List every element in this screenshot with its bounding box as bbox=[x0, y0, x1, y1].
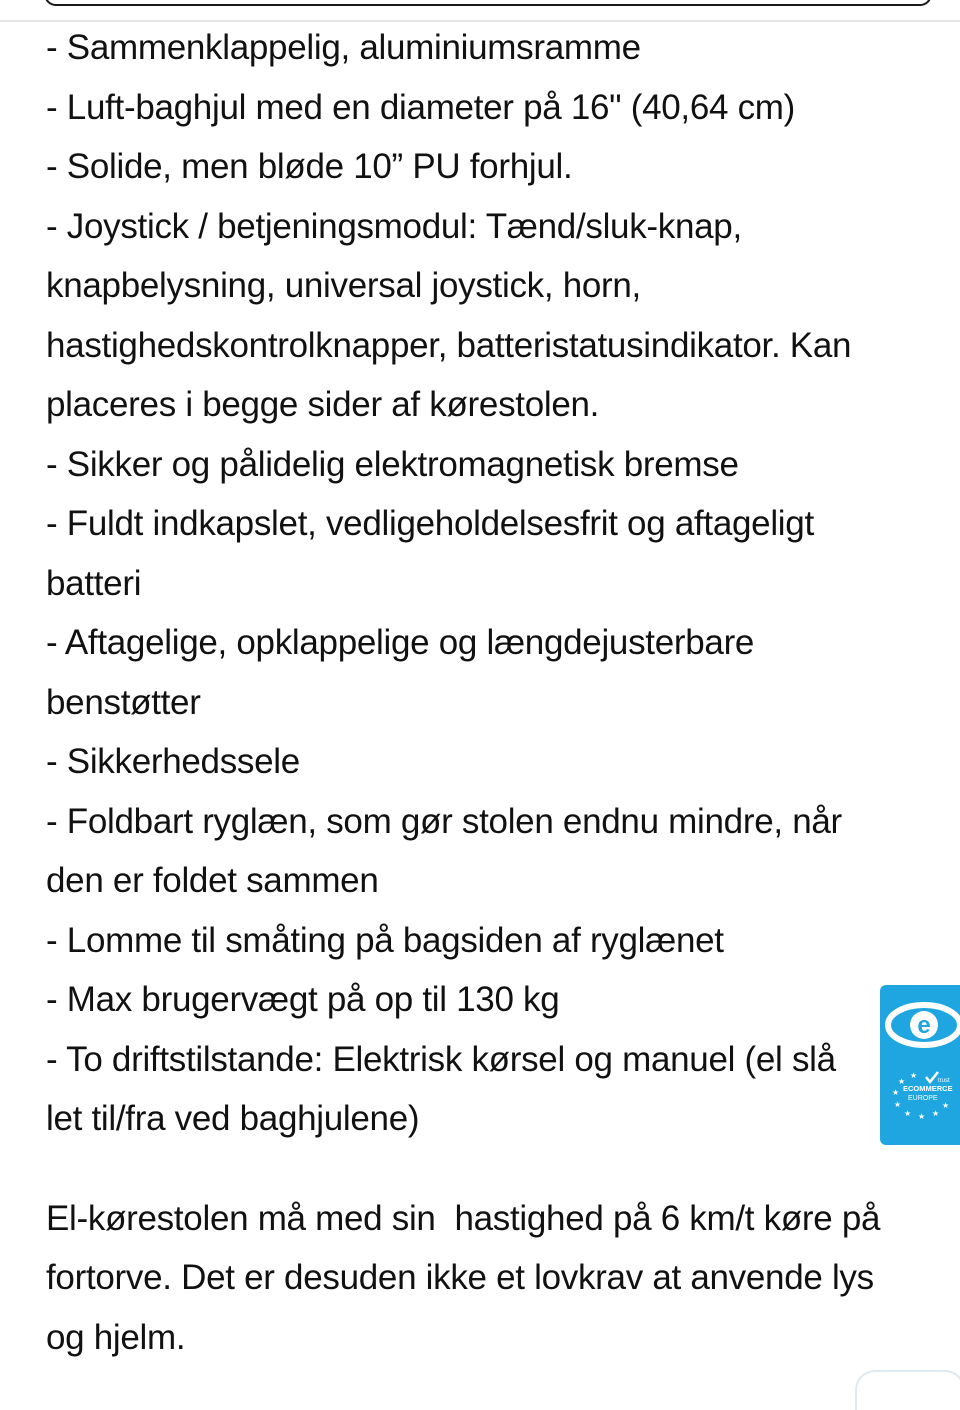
svg-text:★: ★ bbox=[942, 1101, 950, 1110]
feature-line: benstøtter bbox=[46, 682, 201, 722]
previous-card-edge bbox=[44, 0, 932, 6]
feature-line: placeres i begge sider af kørestolen. bbox=[46, 385, 600, 424]
svg-text:★: ★ bbox=[892, 1088, 900, 1097]
product-description bbox=[46, 18, 941, 1367]
feature-line: - Fuldt indkapslet, vedligeholdelsesfrit og aftageligt bbox=[46, 504, 814, 543]
feature-line: - Sikkerhedssele bbox=[46, 742, 300, 781]
feature-line: batteri bbox=[46, 563, 142, 603]
trust-badge[interactable] bbox=[880, 985, 960, 1145]
paragraph-line: fortorve. Det er desuden ikke et lovkrav at anvende lys bbox=[46, 1258, 874, 1297]
svg-text:★: ★ bbox=[910, 1071, 918, 1080]
feature-line: - Luft-baghjul med en diameter på 16" (40,64 cm) bbox=[46, 87, 795, 127]
paragraph-spacer bbox=[46, 1149, 941, 1189]
svg-text:★: ★ bbox=[898, 1077, 906, 1086]
svg-text:★: ★ bbox=[894, 1100, 902, 1109]
svg-text:e: e bbox=[917, 1012, 931, 1039]
badge-line1: ECOMMERCE bbox=[903, 1084, 953, 1093]
feature-line: knapbelysning, universal joystick, horn, bbox=[46, 266, 641, 305]
feature-line: let til/fra ved baghjulene) bbox=[46, 1099, 420, 1138]
feature-line: - Solide, men bløde 10” PU forhjul. bbox=[46, 147, 573, 186]
chat-bubble-icon[interactable] bbox=[855, 1370, 960, 1410]
badge-trust-text: trust bbox=[938, 1078, 950, 1084]
feature-line: - Aftagelige, opklappelige og længdejusterbare bbox=[46, 623, 755, 662]
svg-text:★: ★ bbox=[932, 1109, 940, 1118]
feature-line: den er foldet sammen bbox=[46, 861, 379, 900]
svg-text:★: ★ bbox=[904, 1109, 912, 1118]
badge-line2: EUROPE bbox=[908, 1095, 938, 1102]
feature-line: - Sammenklappelig, aluminiumsramme bbox=[46, 28, 641, 67]
feature-line: - Max brugervægt på op til 130 kg bbox=[46, 980, 560, 1019]
feature-line: - Lomme til småting på bagsiden af ryglænet bbox=[46, 920, 724, 960]
feature-line: - Sikker og pålidelig elektromagnetisk bremse bbox=[46, 444, 739, 484]
feature-line: - Joystick / betjeningsmodul: Tænd/sluk-knap, bbox=[46, 206, 742, 246]
feature-line: - To driftstilstande: Elektrisk kørsel og manuel (el slå bbox=[46, 1039, 836, 1079]
ecommerce-europe-trustmark-icon bbox=[880, 985, 960, 1145]
feature-line: - Foldbart ryglæn, som gør stolen endnu mindre, når bbox=[46, 801, 842, 841]
svg-text:★: ★ bbox=[918, 1112, 926, 1121]
feature-line: hastighedskontrolknapper, batteristatusindikator. Kan bbox=[46, 325, 852, 365]
paragraph-line: El-kørestolen må med sin hastighed på 6 km/t køre på bbox=[46, 1198, 881, 1238]
paragraph-line: og hjelm. bbox=[46, 1317, 186, 1357]
